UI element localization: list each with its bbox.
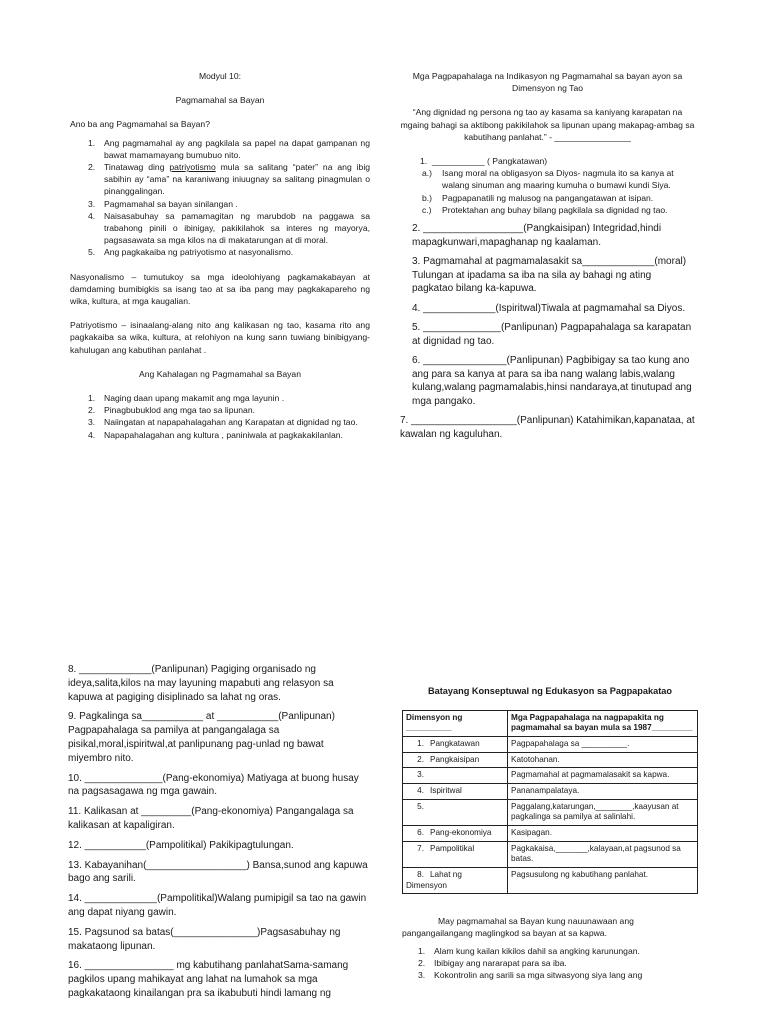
conclusion-paragraph: May pagmamahal sa Bayan kung nauunawaan ang pangangailangang maglingkod sa bayan at sa kapwa. bbox=[402, 916, 634, 939]
dimension-label: ( Pangkatawan) bbox=[486, 156, 548, 167]
table-row: 8. Lahat ng Dimensyon Pagsusulong ng kabutihang panlahat. bbox=[403, 867, 698, 893]
table-row: 5. Paggalang,katarungan,________,kaayusan at pagkalinga sa pamilya at salinlahi. bbox=[403, 799, 698, 825]
value-item-15: 15. Pagsunod sa batas(_______________)Pagsasabuhay ng makataong lipunan. bbox=[68, 926, 341, 952]
value-item-10: 10. ______________(Pang-ekonomiya) Matiyaga at buong husay na pagsasagawa ng mga gawain. bbox=[68, 772, 359, 798]
table-header-dimension: Dimensyon ng __________ bbox=[403, 710, 508, 736]
dignity-quote: “Ang dignidad ng persona ng tao ay kasama sa kaniyang karapatan na mgaing bahagi sa aktibong pakikilahok sa lipunan upang makapag-ambag sa kabutihang panlahat.” - ________________ bbox=[400, 107, 695, 142]
table-row: 3. Pagmamahal at pagmamalasakit sa kapwa. bbox=[403, 768, 698, 784]
patriyotismo-definition: Patriyotismo – isinaalang-alang nito ang kalikasan ng tao, kasama rito ang pagkakaiba sa wika, kultura, at relohiyon na kung sann tuwiang binibigyang-kahulugan ang kabutihan panlahat . bbox=[70, 320, 370, 355]
definition-list bbox=[70, 137, 370, 259]
list-item: 4. Napapahalagahan ang kultura , paniniwala at pagkakakilanlan. bbox=[88, 429, 343, 440]
table-row: 1. Pangkatawan Pagpapahalaga sa __________. bbox=[403, 737, 698, 753]
list-item: 2. Pinagbubuklod ang mga tao sa lipunan. bbox=[88, 405, 255, 416]
nasyonalismo-definition: Nasyonalismo – tumutukoy sa mga ideolohiyang pagkamakabayan at damdaming bumibigkis sa isang tao at sa iba pang may pagkakapareho ng wika, kultura, at mga kaugalian. bbox=[70, 271, 370, 307]
kahalagan-list bbox=[70, 392, 370, 441]
value-item-14: 14. _____________(Pampolitikal)Walang pumipigil sa tao na gawin ang dapat niyang gawin. bbox=[68, 893, 367, 918]
value-item-9: 9. Pagkalinga sa___________ at ___________(Panlipunan) Pagpapahalaga sa pamilya at pangangalaga sa pisikal,moral,ispiritwal,at panlipunang pag-unlad ng bawat miyembro nito. bbox=[68, 711, 335, 764]
dimension-item-2: 2. __________________(Pangkaisipan) Integridad,hindi mapagkunwari,mapaghanap ng kaalaman. bbox=[412, 223, 662, 248]
right-column-bottom bbox=[402, 685, 698, 982]
blank-line: ___________ bbox=[432, 156, 485, 167]
dimension-item-1: 1. ___________ ( Pangkatawan) bbox=[420, 156, 548, 167]
list-item: b.) Pagpapanatili ng malusog na pangangatawan at isipan. bbox=[422, 192, 654, 203]
list-item: 2. Tinatawag ding patriyotismo mula sa salitang “pater” na ang ibig sabihin ay “ama” na karaniwang iniuugnay sa salitang pinagmulan o pinanggalingan. bbox=[88, 162, 371, 197]
table-row: 4. Ispiritwal Pananampalataya. bbox=[403, 783, 698, 799]
left-column-bottom bbox=[68, 663, 368, 1001]
right-column-top bbox=[400, 70, 695, 441]
question-heading: Ano ba ang Pagmamahal sa Bayan? bbox=[70, 119, 210, 130]
module-number: Modyul 10: bbox=[198, 71, 242, 81]
kahalagan-heading: Ang Kahalagan ng Pagmamahal sa Bayan bbox=[139, 368, 301, 379]
dimension-item-4: 4. _____________(Ispiritwal)Tiwala at pagmamahal sa Diyos. bbox=[412, 302, 686, 314]
value-item-11: 11. Kalikasan at _________(Pang-ekonomiya) Pangangalaga sa kalikasan at kapaligiran. bbox=[68, 806, 354, 831]
concept-table bbox=[402, 710, 698, 895]
table-header-row bbox=[403, 710, 698, 736]
section-title: Mga Pagpapahalaga na Indikasyon ng Pagmamahal sa bayan ayon sa Dimensyon ng Tao bbox=[412, 71, 683, 94]
left-column-top bbox=[70, 70, 370, 441]
page-bottom-spread bbox=[0, 655, 768, 1024]
list-item: 3. Naiingatan at napapahalagahan ang Karapatan at dignidad ng tao. bbox=[88, 417, 358, 428]
list-item: 1. Alam kung kailan kikilos dahil sa angking karunungan. bbox=[418, 945, 640, 956]
list-item: 5. Ang pagkakaiba ng patriyotismo at nasyonalismo. bbox=[88, 247, 294, 258]
value-item-16: 16. ________________ mg kabutihang panlahatSama-samang pagkilos upang mahikayat ang lahat na lumahok sa mga pagkakataong kinailangan pra sa ikabubuti hindi lamang ng bbox=[68, 960, 349, 999]
table-row: 2. Pangkaisipan Katotohanan. bbox=[403, 752, 698, 768]
value-item-12: 12. ___________(Pampolitikal) Pakikipagtulungan. bbox=[68, 839, 294, 851]
table-row: 6. Pang-ekonomiya Kasipagan. bbox=[403, 825, 698, 841]
list-item: 1. Ang pagmamahal ay ang pagkilala sa papel na dapat gampanan ng bawat mamamayang bumubuo nito. bbox=[88, 137, 370, 160]
list-item: 3. Kokontrolin ang sarili sa mga sitwasyong siya lang ang bbox=[418, 969, 643, 980]
dimension-item-6: 6. _______________(Panlipunan) Pagbibigay sa tao kung ano ang para sa kanya at para sa iba nang walang labis,walang kulang,walang pagmamalabis,hinsi nandaraya,at tinutupad ang mga pangako. bbox=[412, 355, 692, 407]
list-item: 2. Ibibigay ang nararapat para sa iba. bbox=[418, 957, 567, 968]
table-header-values: Mga Pagpapahalaga na nagpapakita ng pagmamahal sa bayan mula sa 1987_________ bbox=[508, 710, 698, 736]
module-title: Pagmamahal sa Bayan bbox=[175, 95, 265, 106]
list-item: c.) Protektahan ang buhay bilang pagkilala sa dignidad ng tao. bbox=[422, 204, 668, 215]
value-item-8: 8. _____________(Panlipunan) Pagiging organisado ng ideya,salita,kilos na may layuning mapabuti ang relasyon sa kapuwa at pagiging disiplinado sa lahat ng oras. bbox=[68, 664, 334, 703]
dimension-item-3: 3. Pagmamahal at pagmamalasakit sa_____________(moral) Tulungan at ipadama sa iba na sila ay bahagi ng ating pagkatao bilang ka-kapuwa. bbox=[412, 256, 687, 295]
value-item-13: 13. Kabayanihan(__________________) Bansa,sunod ang kapuwa bago ang sarili. bbox=[68, 859, 368, 885]
dimension-item-7: 7. ___________________(Panlipunan) Katahimikan,kapanataa, at kawalan ng kaguluhan. bbox=[400, 415, 695, 440]
list-item: a.) Isang moral na obligasyon sa Diyos- nagmula ito sa kanya at walang sinuman ang maaring kumuha o bumawi kundi Siya. bbox=[422, 168, 674, 191]
dimension-item-5: 5. ______________(Panlipunan) Pagpapahalaga sa karapatan at dignidad ng tao. bbox=[412, 322, 692, 347]
conclusion-list bbox=[402, 946, 698, 982]
table-row: 7. Pampolitikal Pagkakaisa,_______,kalayaan,at pagsunod sa batas. bbox=[403, 841, 698, 867]
list-item: 4. Naisasabuhay sa pamamagitan ng marubdob na paggawa sa trabahong pinili o ibinigay, pakikilahok sa interes ng mayorya, pagsasawata sa mga kilos na di makatarungan at di moral. bbox=[88, 210, 370, 246]
sub-item-list bbox=[400, 167, 695, 216]
table-title: Batayang Konseptuwal ng Edukasyon sa Pagpapakatao bbox=[427, 686, 673, 696]
list-item: 1. Naging daan upang makamit ang mga layunin . bbox=[88, 393, 285, 404]
list-item: 3. Pagmamahal sa bayan sinilangan . bbox=[88, 198, 238, 209]
